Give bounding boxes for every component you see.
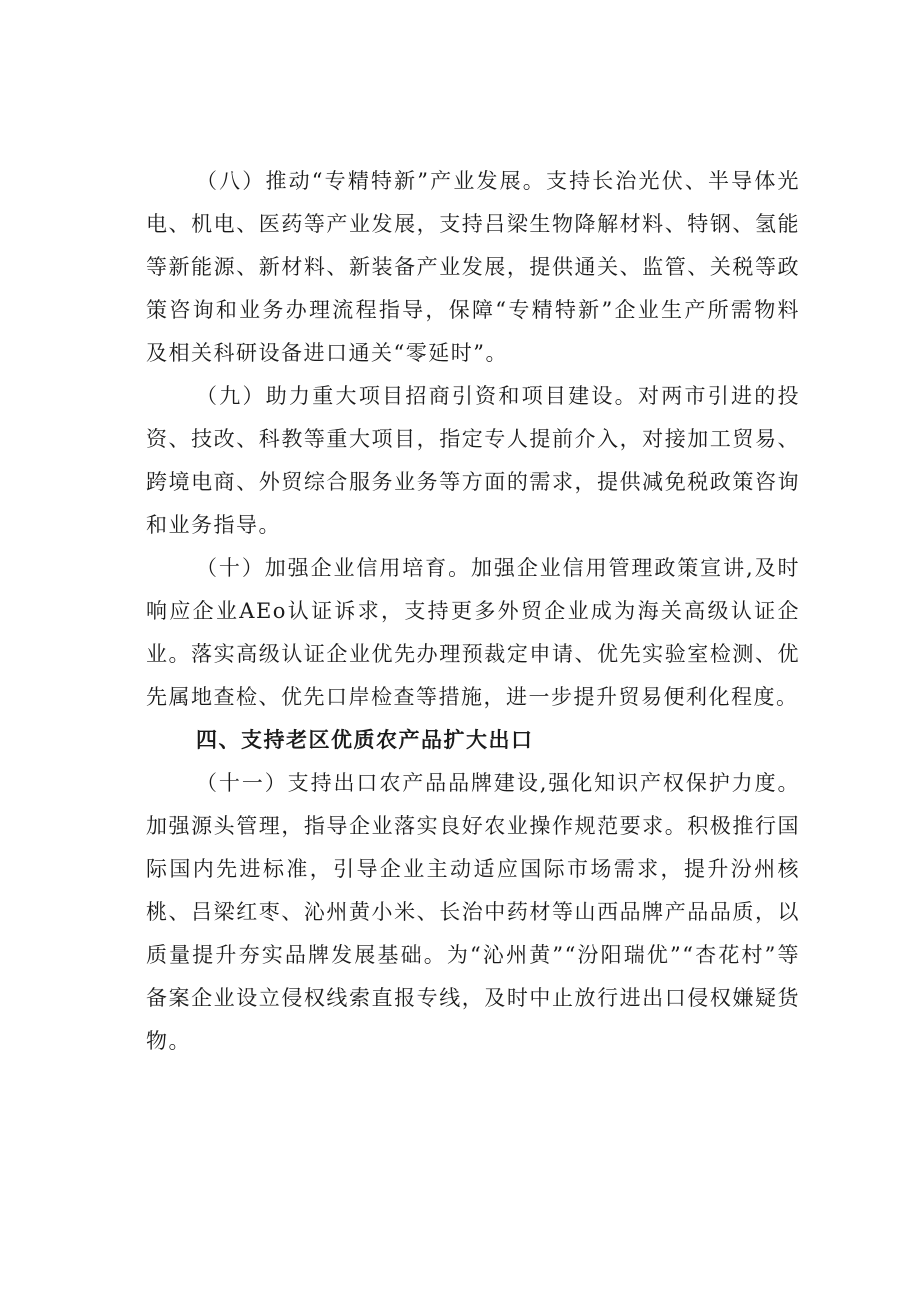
paragraph-11: （十一）支持出口农产品品牌建设,强化知识产权保护力度。加强源头管理，指导企业落实良好农业操作规范要求。积极推行国际国内先进标准，引导企业主动适应国际市场需求，提升汾州核桃、吕梁红枣、沁州黄小米、长治中药材等山西品牌产品品质，以质量提升夯实品牌发展基础。为“沁州黄”“汾阳瑞优”“杏花村”等备案企业设立侵权线索直报专线，及时中止放行进出口侵权嫌疑货物。 — [146, 771, 800, 1053]
paragraph-9: （九）助力重大项目招商引资和项目建设。对两市引进的投资、技改、科教等重大项目，指定专人提前介入，对接加工贸易、跨境电商、外贸综合服务业务等方面的需求，提供减免税政策咨询和业务指导。 — [146, 384, 800, 537]
section-heading: 四、支持老区优质农产品扩大出口 — [196, 728, 534, 752]
document-body — [146, 160, 800, 1063]
paragraph-10: （十）加强企业信用培育。加强企业信用管理政策宣讲,及时响应企业AEo认证诉求，支持更多外贸企业成为海关高级认证企业。落实高级认证企业优先办理预裁定申请、优先实验室检测、优先属地查检、优先口岸检查等措施，进一步提升贸易便利化程度。 — [146, 556, 800, 709]
paragraph-8: （八）推动“专精特新”产业发展。支持长治光伏、半导体光电、机电、医药等产业发展，支持吕梁生物降解材料、特钢、氢能等新能源、新材料、新装备产业发展，提供通关、监管、关税等政策咨询和业务办理流程指导，保障“专精特新”企业生产所需物料及相关科研设备进口通关“零延时”。 — [146, 169, 800, 365]
